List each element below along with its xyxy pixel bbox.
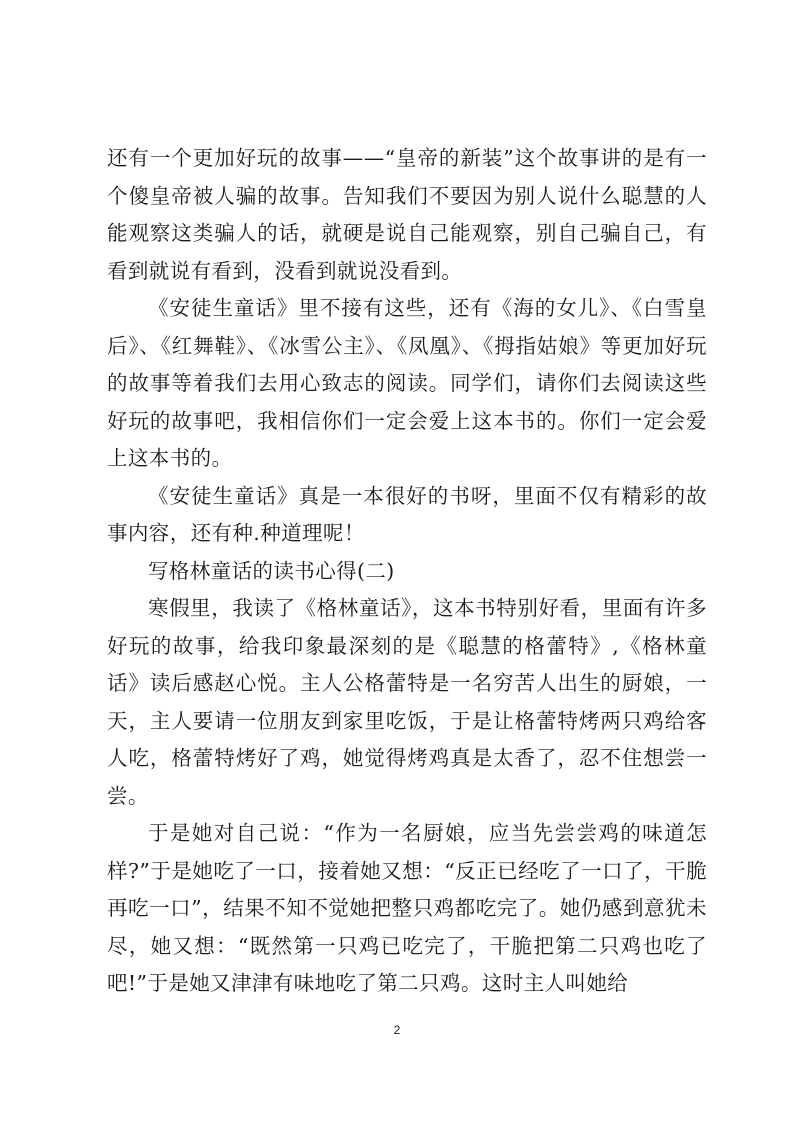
paragraph-andersen-conclusion: 《安徒生童话》真是一本很好的书呀，里面不仅有精彩的故事内容，还有种.种道理呢！: [107, 483, 707, 545]
page-number: 2: [393, 1023, 401, 1037]
paragraph-andersen-stories-list: 《安徒生童话》里不接有这些，还有《海的女儿》、《白雪皇后》、《红舞鞋》、《冰雪公主》、《凤凰》、《拇指姑娘》等更加好玩的故事等着我们去用心致志的阅读。同学们，请你们去阅读这些好玩的故事吧，我相信你们一定会爱上这本书的。你们一定会爱上这本书的。: [107, 296, 707, 470]
paragraph-gretel-eats-chicken: 于是她对自己说：“作为一名厨娘，应当先尝尝鸡的味道怎样?”于是她吃了一口，接着她又想：“反正已经吃了一口了，干脆再吃一口”，结果不知不觉她把整只鸡都吃完了。她仍感到意犹未尽，她又想：“既然第一只鸡已吃完了，干脆把第二只鸡也吃了吧!”于是她又津津有味地吃了第二只鸡。这时主人叫她给: [107, 821, 707, 995]
page-content: [107, 140, 707, 1003]
paragraph-emperor-new-clothes: 还有一个更加好玩的故事——“皇帝的新装”这个故事讲的是有一个傻皇帝被人骗的故事。告知我们不要因为别人说什么聪慧的人能观察这类骗人的话，就硬是说自己能观察，别自己骗自己，有看到就说有看到，没看到就说没看到。: [107, 146, 707, 283]
section-heading: 写格林童话的读书心得(二): [148, 558, 395, 583]
paragraph-winter-vacation-grimm: 寒假里，我读了《格林童话》，这本书特别好看，里面有许多好玩的故事，给我印象最深刻的是《聪慧的格蕾特》,《格林童话》读后感赵心悦。主人公格蕾特是一名穷苦人出生的厨娘，一天，主人要请一位朋友到家里吃饭，于是让格蕾特烤两只鸡给客人吃，格蕾特烤好了鸡，她觉得烤鸡真是太香了，忍不住想尝一尝。: [107, 596, 707, 808]
